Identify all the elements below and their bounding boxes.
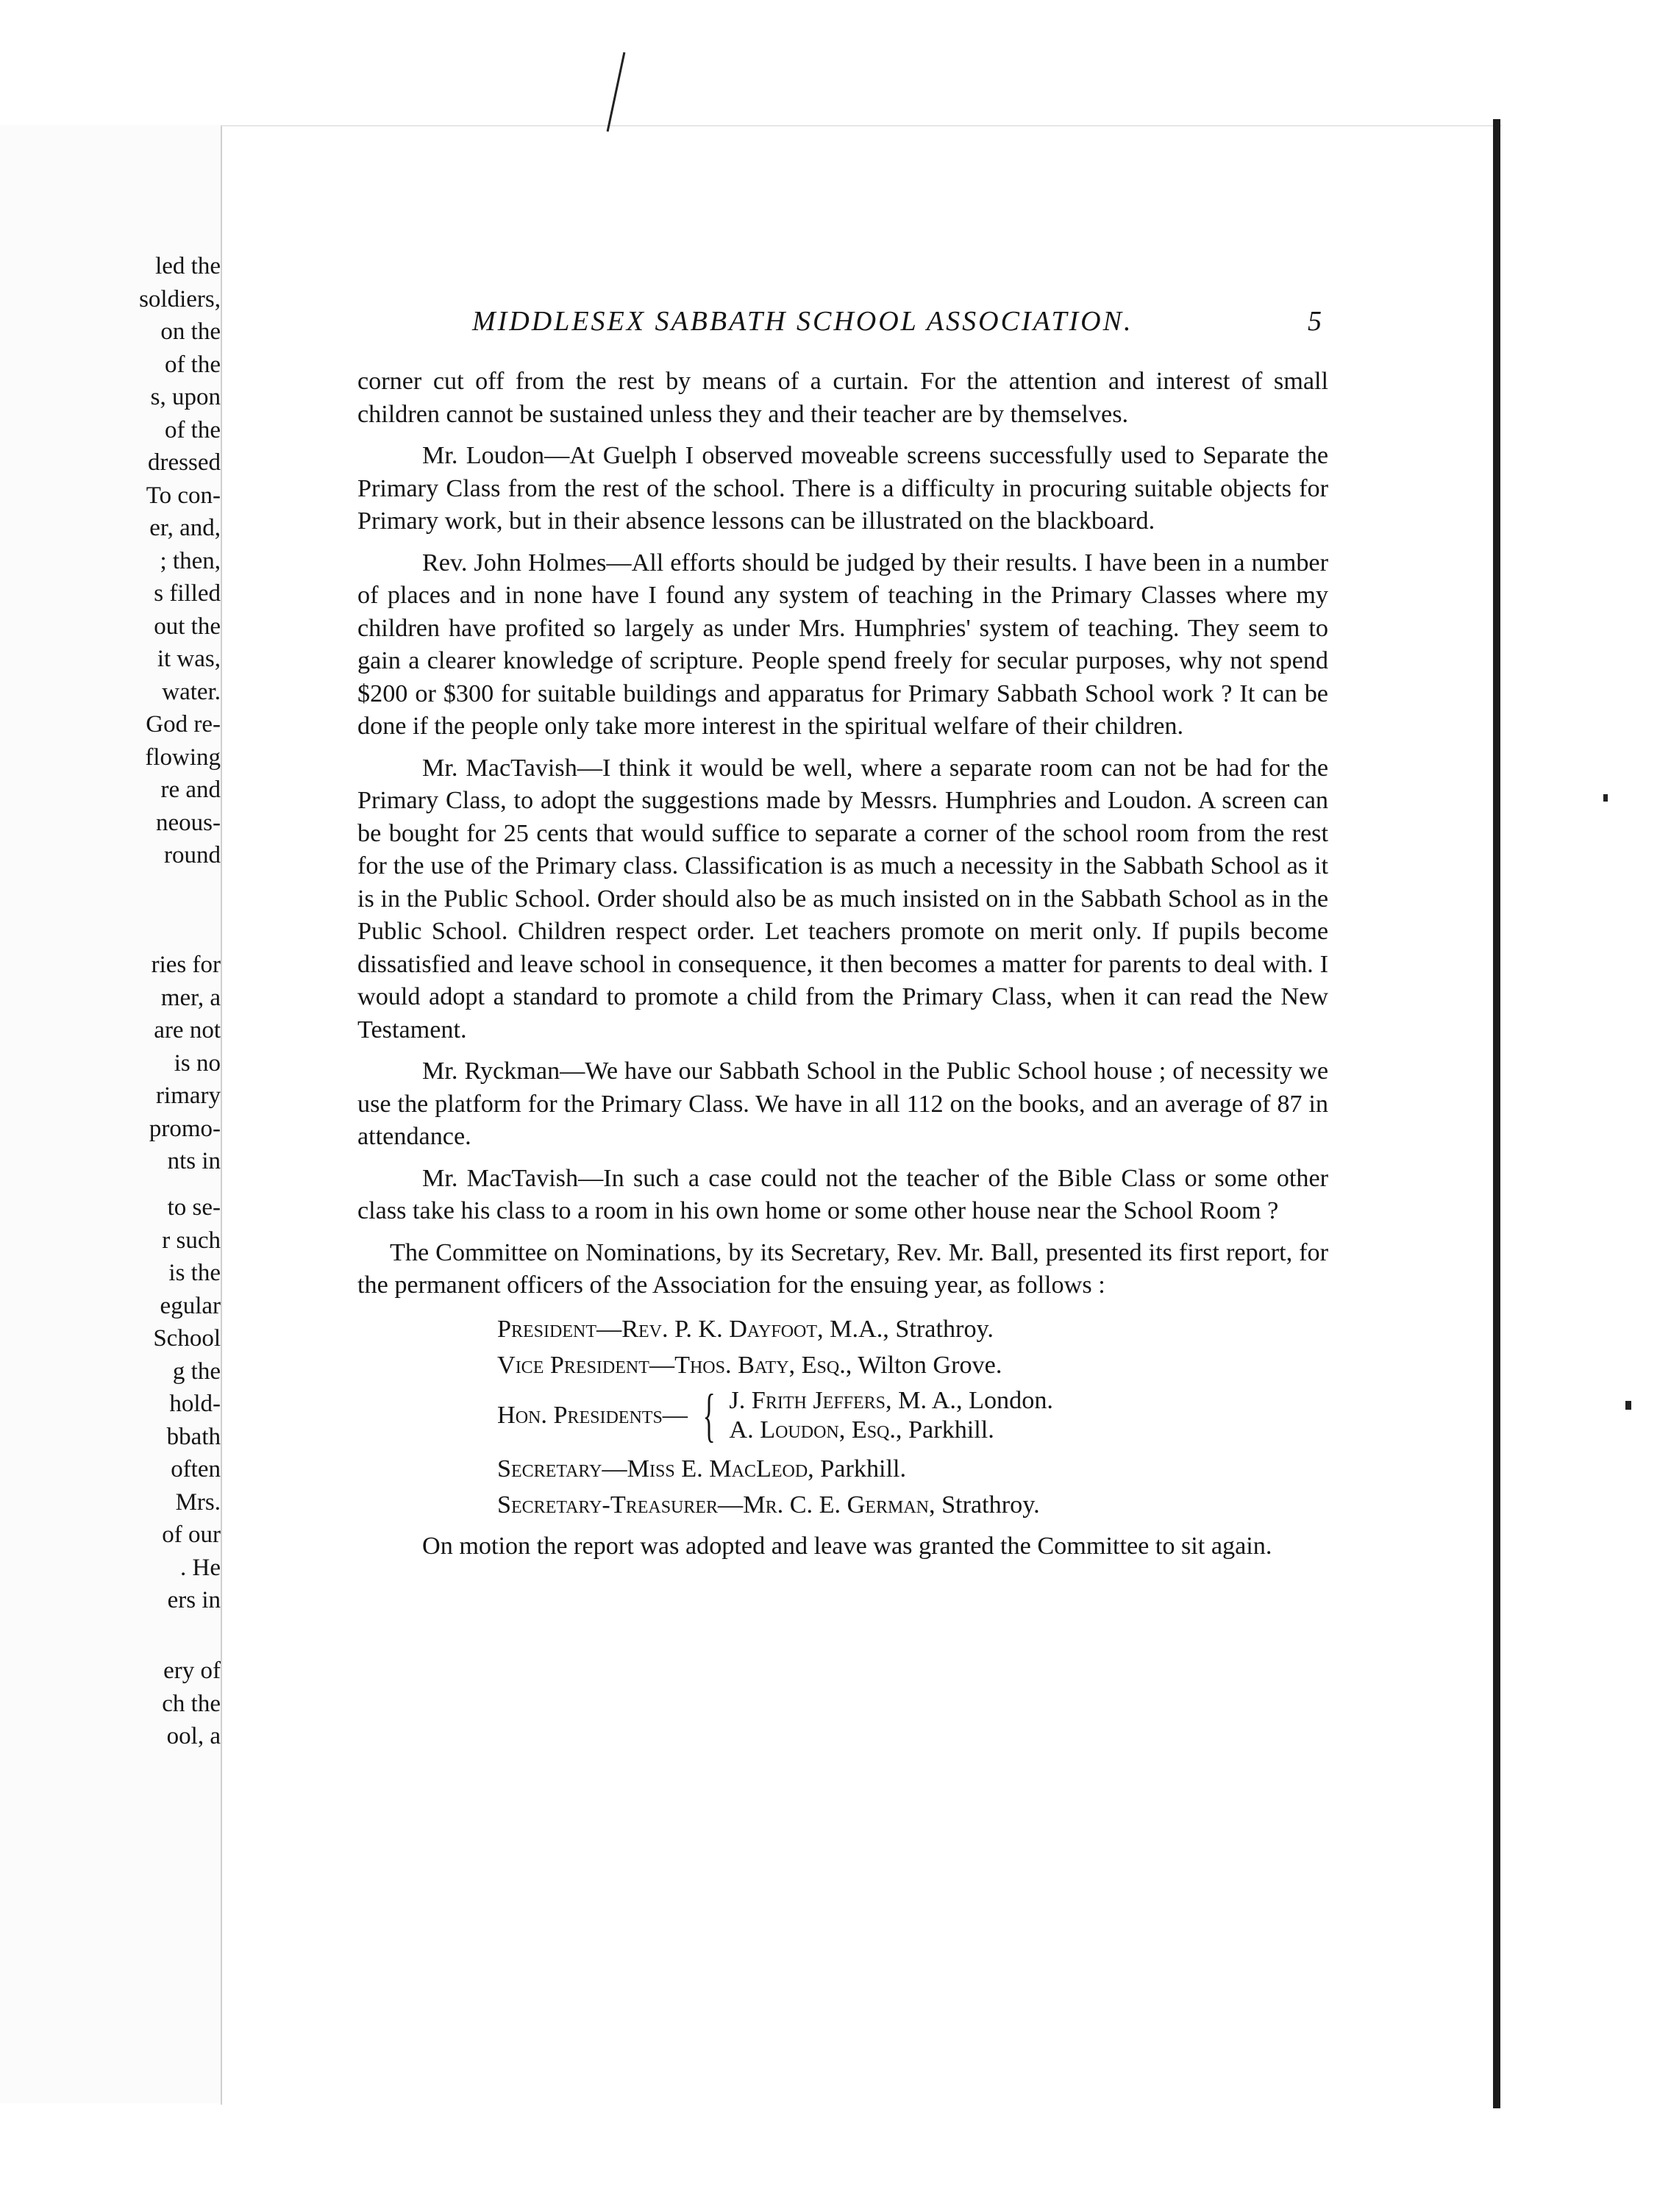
page-body	[357, 365, 1328, 1571]
left-facing-page	[0, 125, 221, 2103]
paragraph-continuation: corner cut off from the rest by means of a curtain. For the attention and interest of small children cannot be sustained unless they and their teacher are by themselves.	[357, 368, 1328, 428]
left-page-fragment: is the	[168, 1260, 221, 1286]
officer-place: Strathroy.	[941, 1491, 1040, 1519]
left-page-fragment: dressed	[148, 449, 221, 476]
officer-hon-presidents	[497, 1382, 1328, 1448]
officer-name: Thos. Baty, Esq.,	[674, 1351, 852, 1379]
left-page-fragment: on the	[160, 318, 221, 345]
paragraph-ryckman: Mr. Ryckman—We have our Sabbath School in the Public School house ; of necessity we use the platform for the Primary Class. We have in all 112 on the books, and an average of 87 in attendance.	[357, 1057, 1328, 1150]
left-page-fragment: hold-	[169, 1391, 221, 1417]
officer-name: Miss E. MacLeod,	[627, 1455, 814, 1483]
left-page-fragment: ers in	[167, 1587, 221, 1613]
paragraph-mactavish-2: Mr. MacTavish—In such a case could not the teacher of the Bible Class or some other class take his class to a room in his own home or some other house near the School Room ?	[357, 1164, 1328, 1224]
hon-president-1	[729, 1386, 1053, 1416]
scan-mark-right	[1603, 794, 1608, 802]
left-page-fragment: led the	[155, 253, 221, 279]
officer-secretary-treasurer	[497, 1488, 1328, 1521]
left-page-fragment: ; then,	[160, 547, 221, 574]
left-page-fragment: ch the	[162, 1690, 221, 1717]
left-page-fragment: ries for	[151, 952, 221, 978]
officers-list	[357, 1313, 1328, 1521]
paragraph-loudon: Mr. Loudon—At Guelph I observed moveable screens successfully used to Separate the Primary Class from the rest of the school. There is a difficulty in procuring suitable objects for Primary work, but in their absence lessons can be illustrated on the blackboard.	[357, 442, 1328, 535]
officer-name: Mr. C. E. German,	[743, 1491, 936, 1519]
officer-title: Hon. Presidents—	[497, 1401, 688, 1429]
hon-president-2	[729, 1416, 1053, 1445]
officer-title: President—	[497, 1315, 622, 1343]
left-page-fragment: water.	[162, 678, 221, 705]
left-page-fragment: it was,	[157, 646, 221, 672]
scan-mark-top	[607, 52, 626, 132]
left-page-fragment: flowing	[145, 743, 221, 771]
paragraph-holmes: Rev. John Holmes—All efforts should be judged by their results. I have been in a number of places and in none have I found any system of teaching in the Primary Classes where my children have profited so largely as under Mrs. Humphries' system of teaching. They seem to gain a clearer knowledge of scripture. People spend freely for secular purposes, why not spend $200 or $300 for suitable buildings and apparatus for Primary Sabbath School work ? It can be done if the people only take more interest in the spiritual welfare of their children.	[357, 549, 1328, 740]
left-page-fragment: of the	[164, 351, 221, 378]
left-page-fragment: are not	[154, 1017, 221, 1043]
paragraph-mactavish-1: Mr. MacTavish—I think it would be well, where a separate room can not be had for the Primary Class, to adopt the suggestions made by Messrs. Humphries and Loudon. A screen can be bought for 25 cents that would suffice to separate a corner of the school room from the rest for the use of the Primary class. Classification is as much a necessity in the Sabbath School as it is in the Public School. Order should also be as much insisted on in the Sabbath School as in the Public School. Children respect order. Let teachers promote on merit only. If pupils become dissatisfied and leave school in consequence, it then becomes a matter for parents to deal with. I would adopt a standard to promote a child from the Primary Class, when it can read the New Testament.	[357, 754, 1328, 1043]
officer-name: A. Loudon, Esq.,	[729, 1416, 902, 1444]
left-page-fragment: School	[153, 1325, 221, 1352]
left-page-fragment: r such	[162, 1227, 221, 1254]
right-page-edge	[1493, 119, 1500, 2108]
paragraph-closing: On motion the report was adopted and leave was granted the Committee to sit again.	[422, 1532, 1272, 1560]
officer-president	[497, 1313, 1328, 1346]
left-page-fragment: s, upon	[150, 384, 221, 410]
left-page-fragment: mer, a	[160, 984, 221, 1011]
officer-place: Parkhill.	[820, 1455, 907, 1483]
officer-place: Wilton Grove.	[858, 1351, 1002, 1379]
left-page-fragment: of our	[162, 1521, 221, 1548]
officer-title: Secretary—	[497, 1455, 627, 1483]
left-page-fragment: is no	[174, 1049, 221, 1077]
officer-title: Vice President—	[497, 1351, 675, 1379]
officer-place: London.	[969, 1386, 1053, 1414]
left-page-fragment: Mrs.	[175, 1488, 221, 1516]
brace-glyph: {	[702, 1382, 716, 1448]
paragraph-nominations: The Committee on Nominations, by its Secretary, Rev. Mr. Ball, presented its first report, for the permanent officers of the Association for the ensuing year, as follows :	[357, 1238, 1328, 1299]
officer-name: J. Frith Jeffers, M. A.,	[729, 1386, 963, 1414]
officer-place: Strathroy.	[895, 1315, 994, 1343]
left-page-fragment: To con-	[146, 482, 221, 509]
left-page-fragment: to se-	[167, 1194, 221, 1221]
left-page-fragment: God re-	[146, 711, 221, 738]
officer-vice-president	[497, 1349, 1328, 1382]
left-page-fragment: ool, a	[166, 1723, 221, 1749]
left-page-fragment: rimary	[156, 1082, 221, 1109]
scan-mark-right-2	[1625, 1401, 1631, 1410]
hon-presidents-names	[729, 1386, 1053, 1445]
left-page-fragment: re and	[160, 777, 221, 803]
left-page-fragment: soldiers,	[139, 285, 221, 313]
left-page-fragment: g the	[172, 1357, 221, 1385]
header-title: MIDDLESEX SABBATH SCHOOL ASSOCIATION.	[472, 306, 1133, 337]
left-page-fragment: s filled	[154, 580, 221, 607]
left-page-fragment: egular	[160, 1292, 221, 1319]
left-page-fragment: often	[171, 1456, 221, 1483]
left-page-fragment: out the	[154, 613, 221, 640]
officer-secretary	[497, 1452, 1328, 1485]
page-number: 5	[1308, 306, 1324, 337]
left-page-fragment: bbath	[166, 1423, 221, 1450]
officer-title: Secretary-Treasurer—	[497, 1491, 744, 1519]
left-page-fragment: . He	[180, 1554, 221, 1581]
left-page-fragment: neous-	[156, 809, 221, 836]
left-page-fragment: of the	[164, 416, 221, 443]
officer-name: Rev. P. K. Dayfoot, M.A.,	[621, 1315, 889, 1343]
officer-place: Parkhill.	[908, 1416, 994, 1444]
left-page-fragment: promo-	[149, 1115, 221, 1142]
left-page-fragment: ery of	[163, 1658, 221, 1684]
left-page-fragment: round	[164, 842, 221, 868]
left-page-fragment: nts in	[167, 1148, 221, 1174]
left-page-fragment: er, and,	[149, 515, 221, 541]
